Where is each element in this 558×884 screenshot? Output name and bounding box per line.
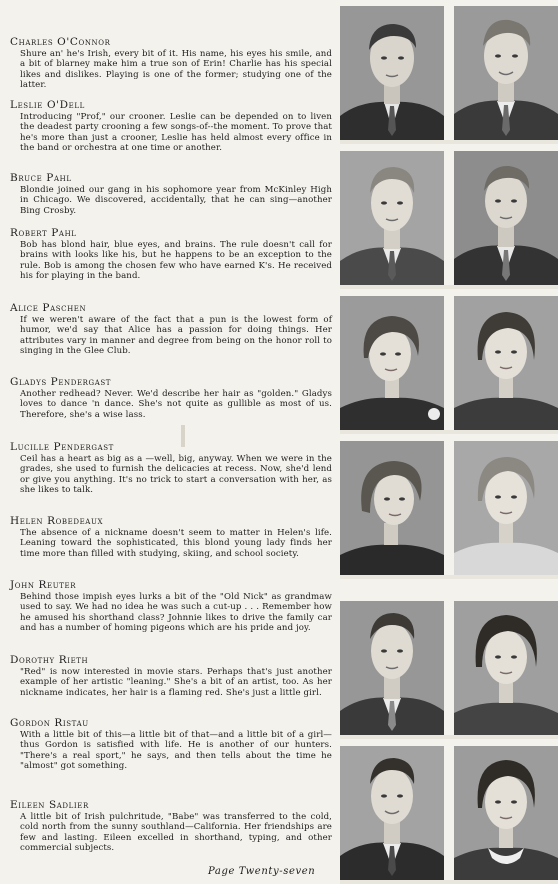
student-bio: Introducing "Prof," our crooner. Leslie can be depended on to liven the deadest party crooning a few songs-of--the moment. To prove that he's more than just a crooner, Leslie has held almost every office in the band or orchestra at one time or another. — [20, 112, 332, 154]
portrait-row — [340, 6, 558, 144]
student-name: Eileen Sadlier — [10, 799, 89, 811]
bio-entry — [10, 227, 332, 282]
student-bio: Blondie joined our gang in his sophomore year from McKinley High in Chicago. We discovered, accidentally, that he can sing—another Bing Crosby. — [20, 185, 332, 216]
student-name: Robert Pahl — [10, 227, 77, 239]
page-fold-mark — [181, 425, 185, 447]
student-portrait — [340, 151, 444, 285]
student-portrait — [340, 746, 444, 880]
bio-entry — [10, 36, 332, 91]
bio-entry — [10, 799, 332, 854]
portrait-row — [340, 746, 558, 884]
student-bio: "Red" is now interested in movie stars. Perhaps that's just another example of her artistic "leaning." She's a bit of an artist, too. As her nickname indicates, her hair is a flaming red. She's just a little girl. — [20, 667, 332, 698]
bio-entry — [10, 717, 332, 772]
bio-entry — [10, 172, 332, 216]
student-bio: A little bit of Irish pulchritude, "Babe" was transferred to the cold, cold north from the sunny southland—California. Her friendships are few and lasting. Eileen excelled in shorthand, typing, and other commercial subjects. — [20, 812, 332, 854]
portrait-row — [340, 296, 558, 434]
student-portrait — [454, 746, 558, 880]
student-portrait — [340, 601, 444, 735]
portrait-row — [340, 601, 558, 739]
bio-entry — [10, 376, 332, 420]
student-name: John Reuter — [10, 579, 77, 591]
student-name: Gladys Pendergast — [10, 376, 112, 388]
student-name: Helen Robedeaux — [10, 515, 104, 527]
student-bio: The absence of a nickname doesn't seem to matter in Helen's life. Leaning toward the sophisticated, this blond young lady finds her time more than filled with studying, skiing, and school society. — [20, 528, 332, 559]
page-number-footer: Page Twenty-seven — [208, 866, 316, 877]
bio-entry — [10, 302, 332, 357]
student-bio: Ceil has a heart as big as a —well, big, anyway. When we were in the grades, she used to furnish the delicacies at recess. Now, she'd lend or give you anything. It's no trick to start a conversation with her, as she likes to talk. — [20, 454, 332, 496]
student-portrait — [454, 151, 558, 285]
student-bio: If we weren't aware of the fact that a pun is the lowest form of humor, we'd say that Alice has a passion for doing things. Her attributes vary in manner and degree from being on the honor roll to singing in the Glee Club. — [20, 315, 332, 357]
student-portrait — [454, 296, 558, 430]
bio-entry — [10, 579, 332, 634]
student-portrait — [454, 601, 558, 735]
student-name: Lucille Pendergast — [10, 441, 114, 453]
student-bio: Behind those impish eyes lurks a bit of the "Old Nick" as grandmaw used to say. We had no idea he was such a cut-up . . . Remember how he amused his shorthand class? Johnnie likes to drive the family car and has a number of homing pigeons which are his pride and joy. — [20, 592, 332, 634]
student-name: Bruce Pahl — [10, 172, 72, 184]
student-bio: Shure an' he's Irish, every bit of it. His name, his eyes his smile, and a bit of blarney make him a true son of Erin! Charlie has his special likes and dislikes. Playing is one of the former; studying one of the latter. — [20, 49, 332, 91]
student-name: Leslie O'Dell — [10, 99, 85, 111]
student-portrait — [340, 6, 444, 140]
bio-entry — [10, 515, 332, 559]
portrait-row — [340, 151, 558, 289]
portrait-row — [340, 441, 558, 579]
student-portrait — [340, 441, 444, 575]
bio-entry — [10, 654, 332, 698]
student-portrait — [340, 296, 444, 430]
student-name: Charles O'Connor — [10, 36, 111, 48]
bio-entry — [10, 99, 332, 154]
student-name: Alice Paschen — [10, 302, 87, 314]
student-portrait — [454, 441, 558, 575]
student-bio: Another redhead? Never. We'd describe her hair as "golden." Gladys loves to dance 'n dance. She's not quite as gullible as most of us. Therefore, she's a wise lass. — [20, 389, 332, 420]
bio-entry — [10, 441, 332, 496]
student-name: Dorothy Rieth — [10, 654, 89, 666]
student-bio: With a little bit of this—a little bit of that—and a little bit of a girl—thus Gordon is satisfied with life. He is another of our hunters. "There's a real sport," he says, and then tells about the time he "almost" got something. — [20, 730, 332, 772]
student-name: Gordon Ristau — [10, 717, 89, 729]
student-bio: Bob has blond hair, blue eyes, and brains. The rule doesn't call for brains with looks like his, but he happens to be an exception to the rule. Bob is among the chosen few who have earned K's. He received his for playing in the band. — [20, 240, 332, 282]
student-portrait — [454, 6, 558, 140]
